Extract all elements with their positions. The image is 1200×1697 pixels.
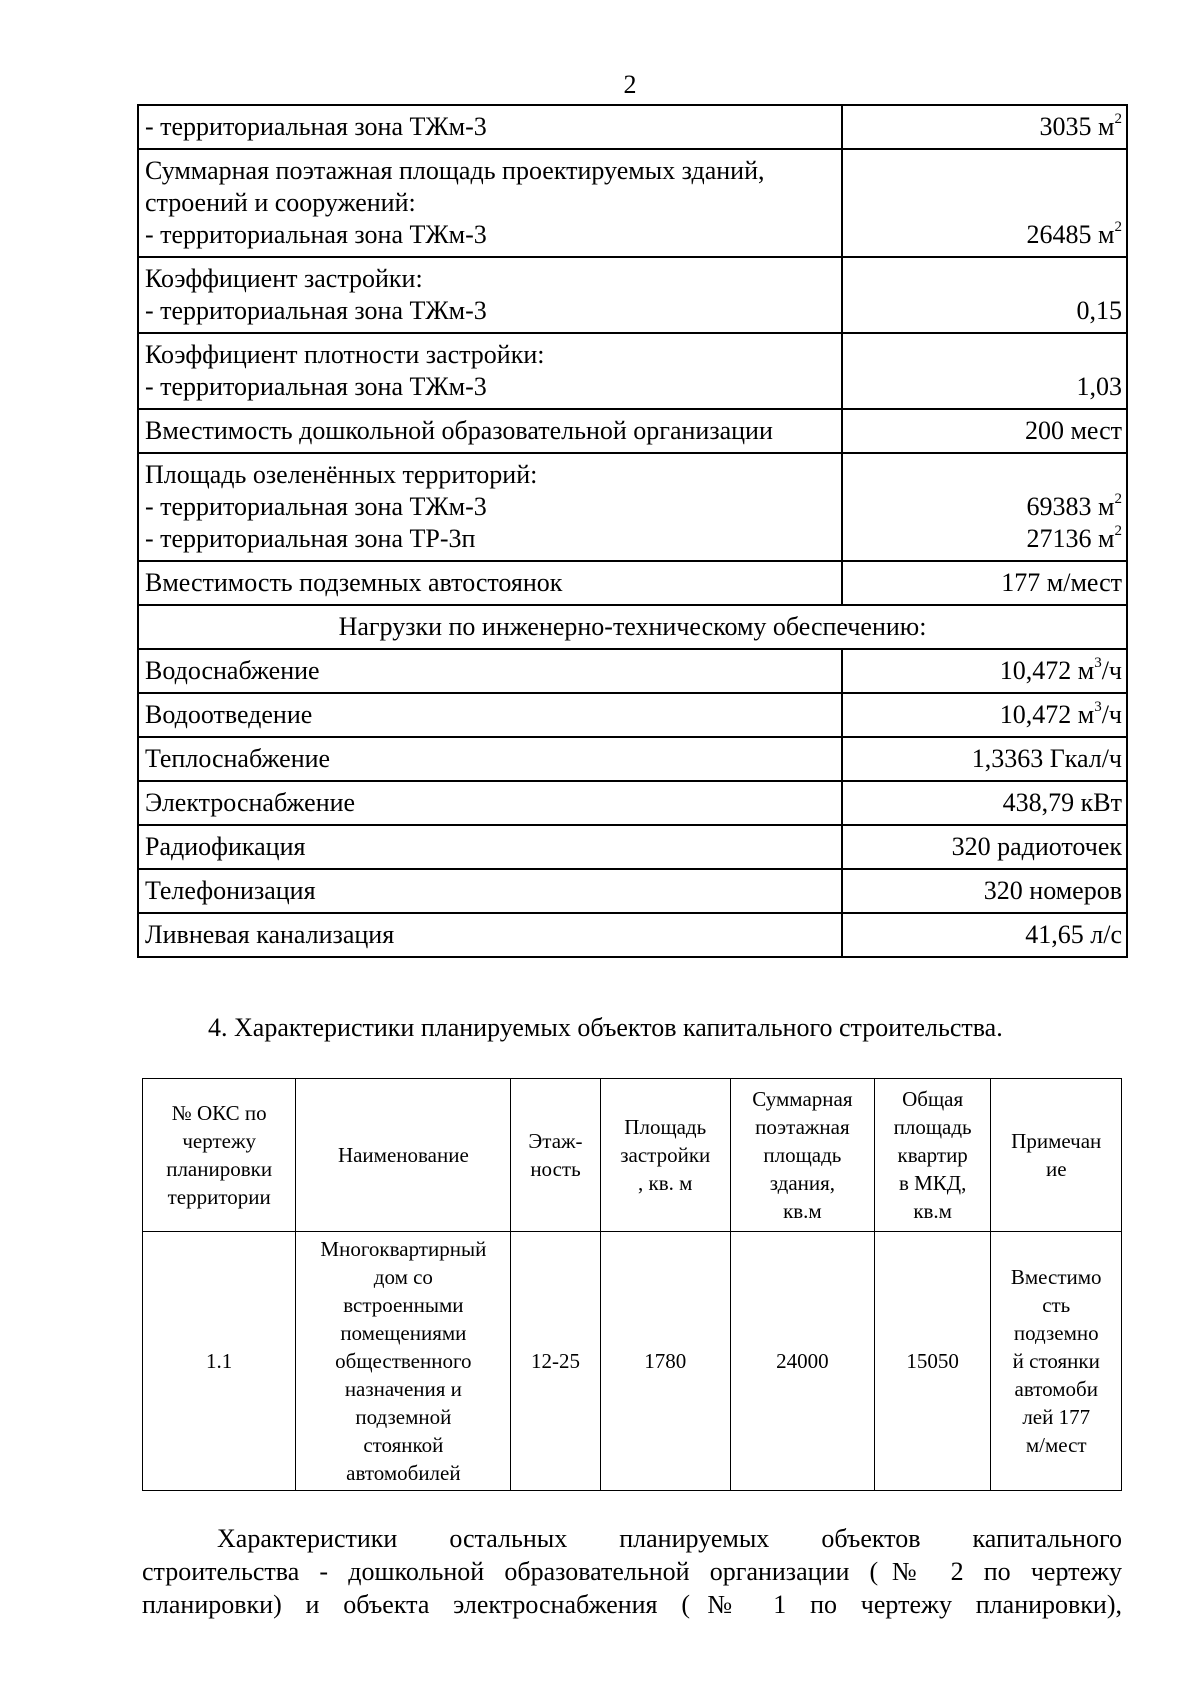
oks-row (143, 1232, 1122, 1491)
indicator-value (849, 699, 1122, 731)
indicator-label: Вместимость подземных автостоянок (138, 561, 842, 605)
oks-header-line: территории (167, 1185, 271, 1209)
value-superscript: 2 (1114, 219, 1122, 236)
oks-header-line: Суммарная (752, 1087, 853, 1111)
indicator-label: Вместимость дошкольной образовательной организации (138, 409, 842, 453)
page-number: 2 (623, 70, 637, 99)
indicator-row (138, 453, 1127, 561)
indicator-value-cell (842, 649, 1127, 693)
oks-cell-line: помещениями (340, 1321, 467, 1345)
indicator-value (849, 415, 1122, 447)
value-number: 438,79 кВт (1002, 788, 1122, 817)
oks-cell (874, 1232, 991, 1491)
oks-header-line: квартир (897, 1143, 968, 1167)
oks-cell-line: Вместимо (1010, 1265, 1102, 1289)
value-number: 1,03 (1076, 372, 1122, 401)
indicator-label: - территориальная зона ТЖм-3 (138, 105, 842, 149)
indicator-value-cell (842, 105, 1127, 149)
oks-header-line: кв.м (783, 1199, 822, 1223)
oks-header-cell (730, 1079, 874, 1232)
indicator-value-cell (842, 913, 1127, 957)
oks-cell-line: встроенными (343, 1293, 464, 1317)
paragraph-line: планировки) и объекта электроснабжения (№ 1 по чертежу планировки), (142, 1590, 1122, 1619)
oks-header-line: кв.м (913, 1199, 952, 1223)
indicator-label-line: - территориальная зона ТЖм-3 (145, 372, 487, 401)
paragraph-line: строительства - дошкольной образовательной организации (№ 2 по чертежу (142, 1557, 1122, 1586)
oks-cell-line: 12-25 (530, 1349, 580, 1373)
indicator-row (138, 781, 1127, 825)
value-number: 1,3363 Гкал/ч (971, 744, 1122, 773)
indicator-value (849, 523, 1122, 555)
indicator-value (849, 831, 1122, 863)
oks-header-line: планировки (166, 1157, 273, 1181)
body-paragraph (142, 1522, 1122, 1621)
indicator-label-line: Площадь озеленённых территорий: (145, 460, 538, 489)
oks-cell-line: сть (1042, 1293, 1071, 1317)
indicator-value-cell (842, 561, 1127, 605)
oks-cell-line: й стоянки (1012, 1349, 1100, 1373)
oks-cell-line: 1780 (644, 1349, 687, 1373)
oks-header-line: поэтажная (755, 1115, 850, 1139)
section-title: 4. Характеристики планируемых объектов капитального строительства. (208, 1013, 1003, 1042)
value-number: 69383 м (1026, 492, 1115, 521)
oks-cell-line: назначения и (344, 1377, 462, 1401)
indicator-row (138, 257, 1127, 333)
oks-cell (143, 1232, 296, 1491)
indicator-row (138, 605, 1127, 649)
value-superscript: 2 (1114, 523, 1122, 540)
indicator-row (138, 149, 1127, 257)
indicator-value-cell (842, 333, 1127, 409)
oks-cell (730, 1232, 874, 1491)
oks-cell-line: лей 177 (1022, 1405, 1091, 1429)
indicator-value-cell (842, 453, 1127, 561)
oks-header-line: Общая (902, 1087, 964, 1111)
value-number: 320 радиоточек (951, 832, 1122, 861)
value-number: 3035 м (1039, 112, 1115, 141)
indicator-value-cell (842, 693, 1127, 737)
indicator-label-line: - территориальная зона ТЖм-3 (145, 296, 487, 325)
oks-header-cell (296, 1079, 511, 1232)
oks-cell-line: автомоби (1014, 1377, 1098, 1401)
indicator-label-line: - территориальная зона ТЖм-3 (145, 220, 487, 249)
indicator-label: Теплоснабжение (138, 737, 842, 781)
indicators-table (137, 104, 1128, 958)
oks-header-line: ие (1045, 1157, 1067, 1181)
oks-cell-line: автомобилей (346, 1461, 461, 1485)
indicator-label-line: Коэффициент застройки: (145, 264, 423, 293)
indicator-row (138, 333, 1127, 409)
indicator-label-line: Коэффициент плотности застройки: (145, 340, 545, 369)
oks-cell (296, 1232, 511, 1491)
oks-header-line: Этаж- (528, 1129, 583, 1153)
oks-header-line: Примечан (1011, 1129, 1102, 1153)
value-number: 26485 м (1026, 220, 1115, 249)
value-number: 200 мест (1024, 416, 1122, 445)
oks-cell (600, 1232, 730, 1491)
indicator-value (849, 875, 1122, 907)
indicator-value-cell (842, 869, 1127, 913)
indicator-row (138, 913, 1127, 957)
value-number: 177 м/мест (1001, 568, 1122, 597)
indicator-label: Водоотведение (138, 693, 842, 737)
value-superscript: 3 (1094, 699, 1102, 716)
indicator-value (849, 567, 1122, 599)
paragraph-line: Характеристики остальных планируемых объектов капитального (217, 1524, 1122, 1553)
indicator-row (138, 649, 1127, 693)
oks-cell-line: подземно (1013, 1321, 1099, 1345)
oks-header-line: Площадь (624, 1115, 707, 1139)
value-number: 27136 м (1026, 524, 1115, 553)
indicator-value (849, 919, 1122, 951)
indicator-value-cell (842, 257, 1127, 333)
indicator-value-cell (842, 409, 1127, 453)
indicator-row (138, 693, 1127, 737)
indicator-value-cell (842, 737, 1127, 781)
oks-cell-line: 24000 (776, 1349, 829, 1373)
indicator-label: Радиофикация (138, 825, 842, 869)
oks-header-cell (991, 1079, 1122, 1232)
oks-header-line: площадь (763, 1143, 842, 1167)
indicator-value (849, 491, 1122, 523)
indicator-label-line: - территориальная зона ТЖм-3 (145, 492, 487, 521)
indicator-label (138, 333, 842, 409)
oks-header-line: , кв. м (638, 1171, 693, 1195)
oks-cell-line: 1.1 (206, 1349, 233, 1373)
value-superscript: 2 (1114, 491, 1122, 508)
oks-header-line: ность (530, 1157, 581, 1181)
oks-header-line: здания, (769, 1171, 836, 1195)
oks-header-cell (143, 1079, 296, 1232)
indicator-row (138, 825, 1127, 869)
oks-cell-line: подземной (355, 1405, 452, 1429)
indicator-label (138, 257, 842, 333)
indicator-value (849, 371, 1122, 403)
indicator-value (849, 787, 1122, 819)
indicator-label-line: - территориальная зона ТР-3п (145, 524, 476, 553)
indicator-row (138, 561, 1127, 605)
indicator-label: Электроснабжение (138, 781, 842, 825)
indicator-value (849, 111, 1122, 143)
value-unit-tail: /ч (1101, 700, 1122, 729)
oks-header-cell (600, 1079, 730, 1232)
indicator-row (138, 105, 1127, 149)
indicator-label (138, 453, 842, 561)
oks-cell-line: 15050 (906, 1349, 959, 1373)
value-number: 10,472 м (999, 656, 1095, 685)
indicator-value-cell (842, 149, 1127, 257)
value-superscript: 3 (1094, 655, 1102, 672)
oks-cell (511, 1232, 600, 1491)
value-number: 10,472 м (999, 700, 1095, 729)
indicator-label (138, 149, 842, 257)
oks-cell-line: стоянкой (363, 1433, 444, 1457)
value-superscript: 2 (1114, 111, 1122, 128)
oks-header-line: Наименование (337, 1143, 469, 1167)
indicator-row (138, 409, 1127, 453)
indicator-value-cell (842, 825, 1127, 869)
oks-header-line: чертежу (182, 1129, 256, 1153)
oks-cell-line: общественного (335, 1349, 472, 1373)
oks-header-cell (874, 1079, 991, 1232)
indicator-value (849, 295, 1122, 327)
indicator-value (849, 655, 1122, 687)
indicator-label-line: Суммарная поэтажная площадь проектируемых зданий, строений и сооружений: (145, 156, 765, 217)
indicator-value-cell (842, 781, 1127, 825)
oks-header-cell (511, 1079, 600, 1232)
indicator-row (138, 737, 1127, 781)
oks-cell-line: м/мест (1025, 1433, 1087, 1457)
indicator-value (849, 219, 1122, 251)
oks-cell-line: дом со (373, 1265, 433, 1289)
indicator-section-header: Нагрузки по инженерно-техническому обеспечению: (138, 605, 1127, 649)
oks-header-line: площадь (893, 1115, 972, 1139)
indicator-label: Водоснабжение (138, 649, 842, 693)
oks-table (142, 1078, 1122, 1491)
indicator-value (849, 743, 1122, 775)
value-unit-tail: /ч (1101, 656, 1122, 685)
oks-cell-line: Многоквартирный (320, 1237, 487, 1261)
value-number: 41,65 л/с (1025, 920, 1122, 949)
indicator-label: Ливневая канализация (138, 913, 842, 957)
value-number: 320 номеров (983, 876, 1122, 905)
oks-header-line: в МКД, (898, 1171, 967, 1195)
oks-cell (991, 1232, 1122, 1491)
value-number: 0,15 (1076, 296, 1122, 325)
indicator-label: Телефонизация (138, 869, 842, 913)
indicator-row (138, 869, 1127, 913)
oks-header-line: застройки (620, 1143, 711, 1167)
oks-header-line: № ОКС по (171, 1101, 267, 1125)
